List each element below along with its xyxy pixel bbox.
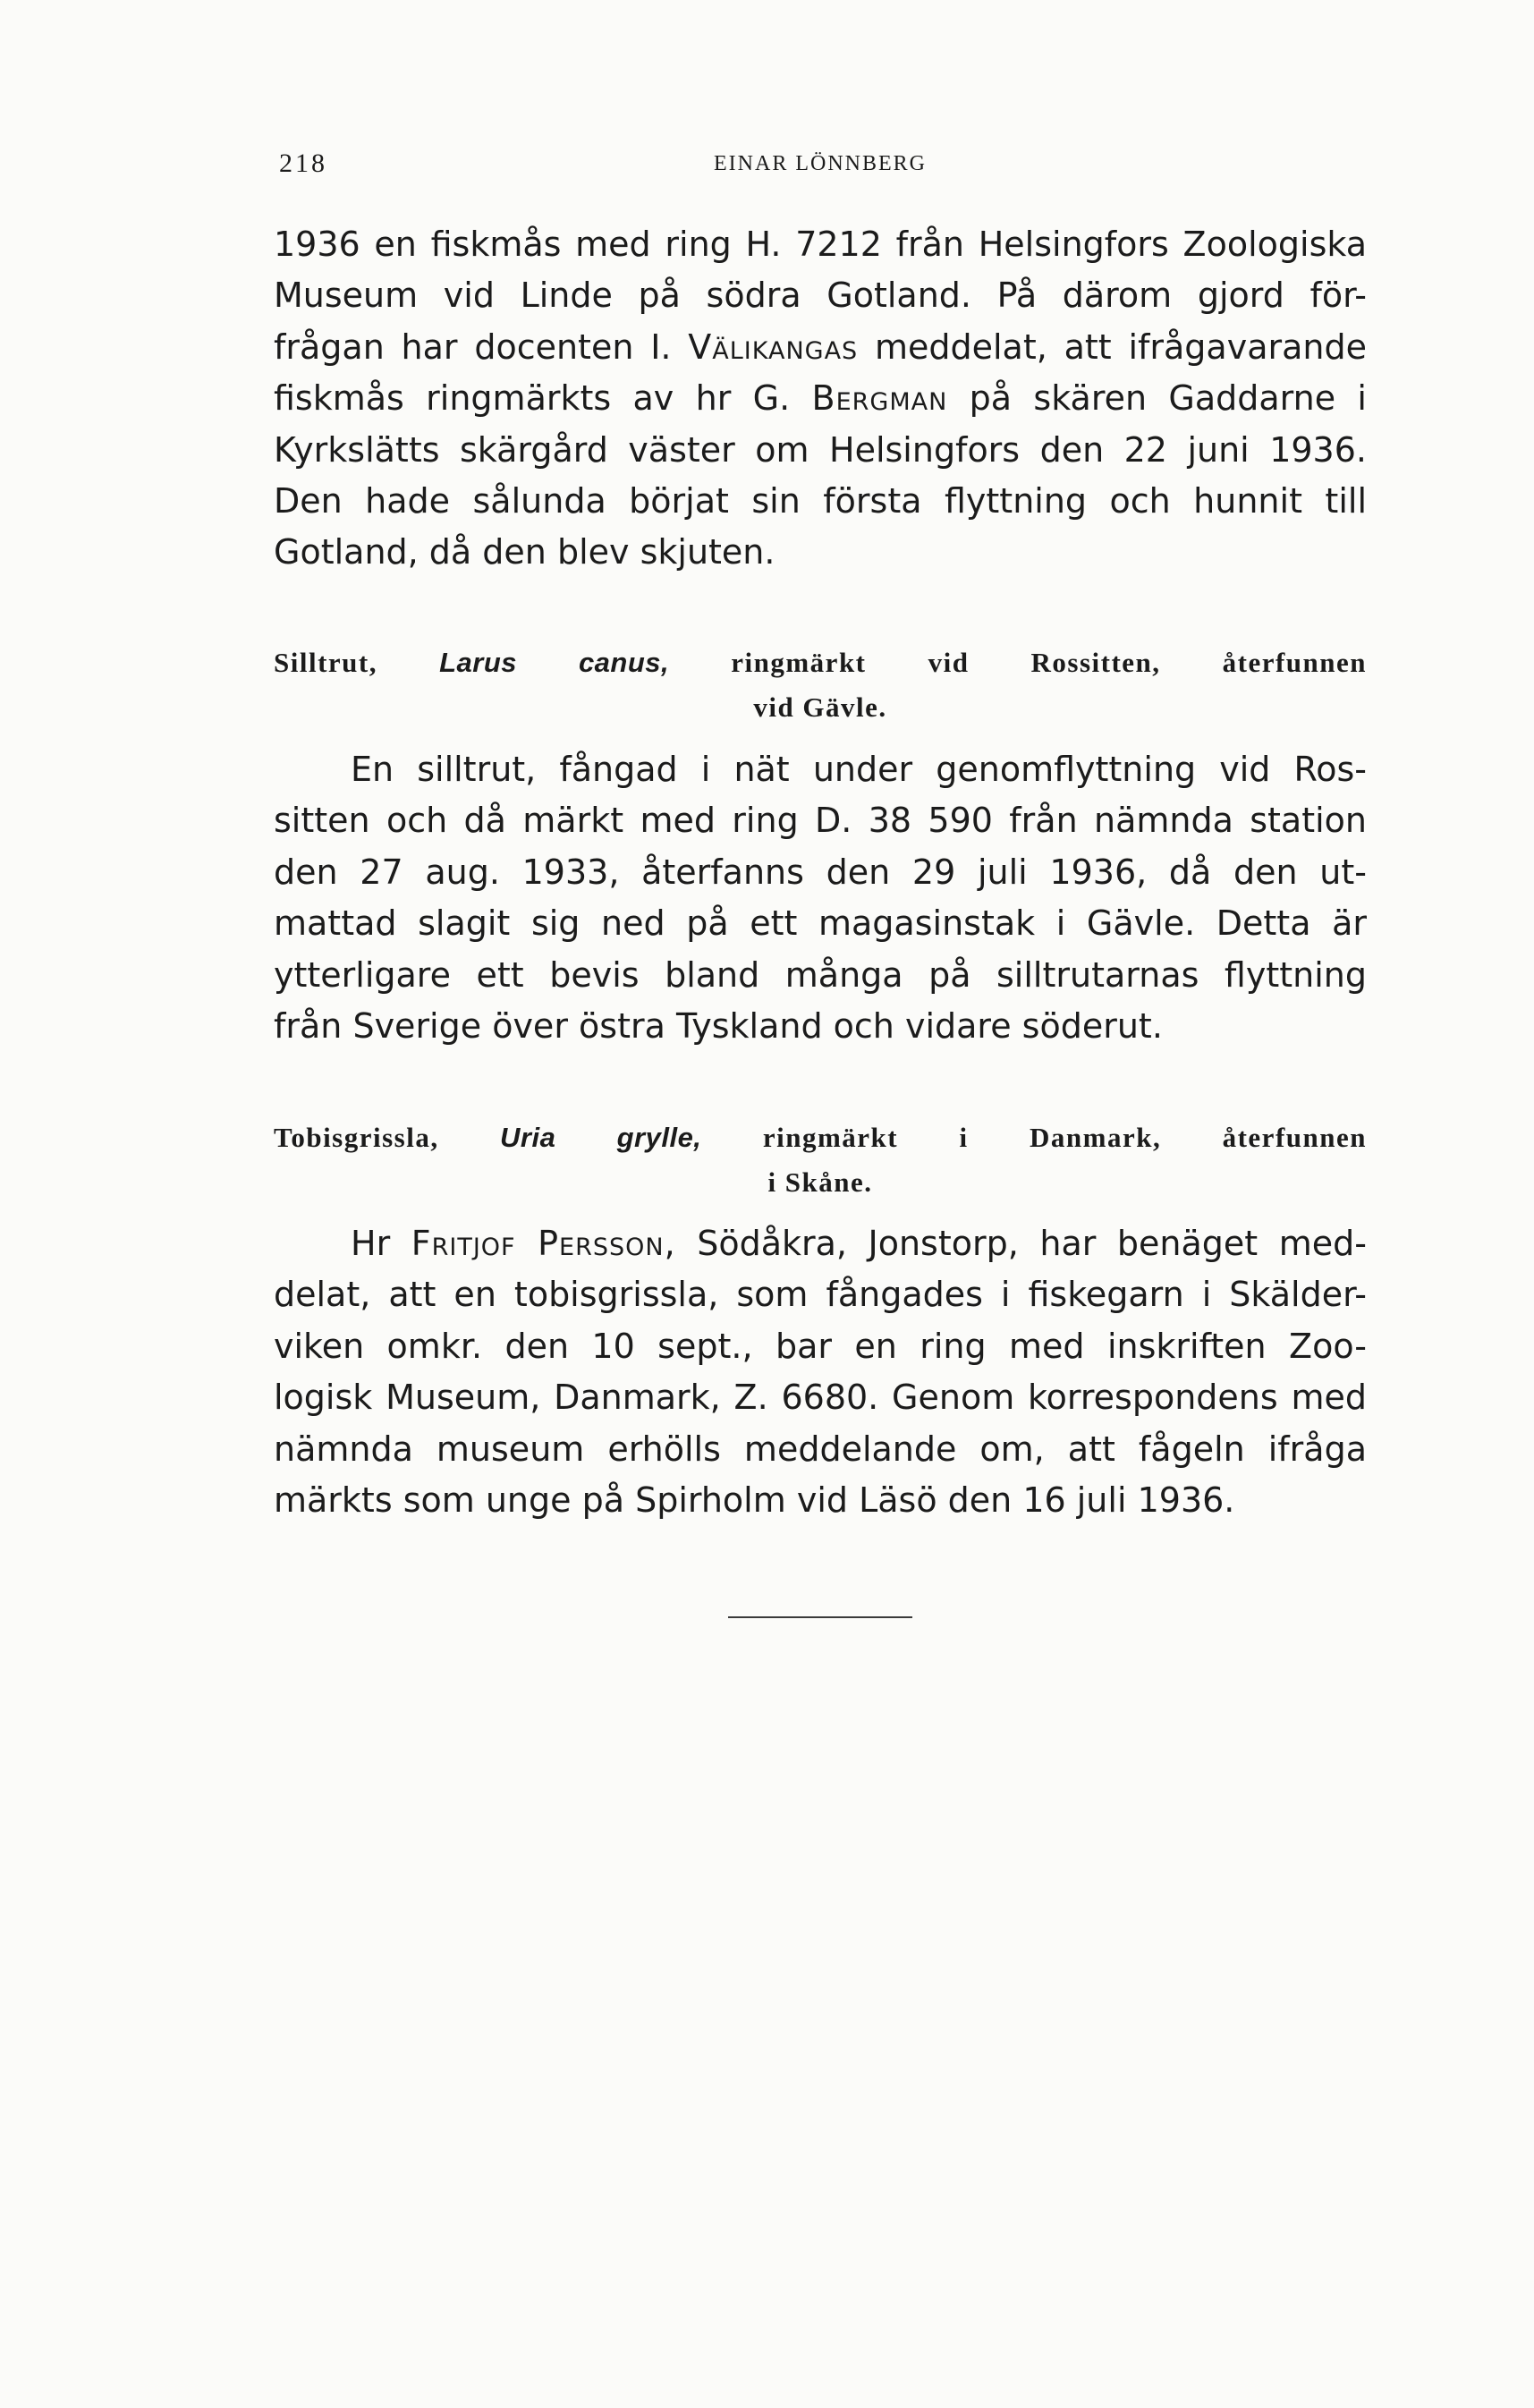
text-line: sitten och då märkt med ring D. 38 590 från nämnda station bbox=[274, 801, 1367, 841]
paragraph-1 bbox=[274, 219, 1367, 579]
text-segment: fiskmås ringmärkts av hr G. bbox=[274, 378, 791, 419]
heading-line: vid Gävle. bbox=[753, 691, 887, 723]
species-name: Silltrut, bbox=[274, 647, 377, 678]
text-line: nämnda museum erhölls meddelande om, att fågeln ifråga bbox=[274, 1429, 1367, 1469]
person-name: Välikangas bbox=[688, 326, 859, 367]
text-segment: frågan har docenten I. bbox=[274, 326, 672, 367]
person-name: Fritjof Persson, bbox=[411, 1224, 676, 1263]
text-line: Den hade sålunda börjat sin första flyttning och hunnit till bbox=[274, 481, 1367, 521]
person-name: Bergman bbox=[811, 378, 948, 419]
page-header bbox=[274, 148, 1367, 184]
running-head: EINAR LÖNNBERG bbox=[714, 152, 927, 175]
section-heading-silltrut bbox=[274, 640, 1367, 730]
heading-line: i Skåne. bbox=[767, 1166, 873, 1198]
text-segment: Hr bbox=[351, 1224, 391, 1263]
text-line bbox=[274, 373, 1367, 424]
species-name: Tobisgrissla, bbox=[274, 1122, 439, 1153]
text-line: logisk Museum, Danmark, Z. 6680. Genom korrespondens med bbox=[274, 1378, 1367, 1418]
page-number: 218 bbox=[279, 148, 327, 178]
text-line: Gotland, då den blev skjuten. bbox=[274, 532, 775, 572]
text-line: märkts som unge på Spirholm vid Läsö den 16 juli 1936. bbox=[274, 1480, 1235, 1521]
text-line: Kyrkslätts skärgård väster om Helsingfors den 22 juni 1936. bbox=[274, 429, 1367, 470]
text-line: ytterligare ett bevis bland många på silltrutarnas flyttning bbox=[274, 954, 1367, 995]
text-line bbox=[274, 322, 1367, 373]
text-line: Museum vid Linde på södra Gotland. På därom gjord för- bbox=[274, 276, 1367, 316]
heading-text: ringmärkt vid Rossitten, återfunnen bbox=[731, 647, 1368, 678]
text-line: delat, att en tobisgrissla, som fångades i fiskegarn i Skälder- bbox=[274, 1275, 1367, 1315]
text-line: från Sverige över östra Tyskland och vidare söderut. bbox=[274, 1006, 1163, 1047]
text-segment: meddelat, att ifrågavarande bbox=[874, 326, 1367, 367]
heading-line bbox=[274, 1115, 1367, 1160]
heading-line bbox=[274, 640, 1367, 685]
latin-name: Larus canus, bbox=[439, 647, 670, 678]
text-segment: på skären Gaddarne i bbox=[969, 378, 1367, 419]
paragraph-2 bbox=[274, 744, 1367, 1052]
text-line: En silltrut, fångad i nät under genomflyttning vid Ros- bbox=[351, 750, 1367, 789]
text-line: 1936 en fiskmås med ring H. 7212 från Helsingfors Zoologiska bbox=[274, 225, 1367, 264]
text-line bbox=[274, 1218, 1367, 1269]
section-heading-tobisgrissla bbox=[274, 1115, 1367, 1205]
heading-text: ringmärkt i Danmark, återfunnen bbox=[762, 1122, 1367, 1153]
text-line: viken omkr. den 10 sept., bar en ring med inskriften Zoo- bbox=[274, 1326, 1367, 1366]
text-line: mattad slagit sig ned på ett magasinstak i Gävle. Detta är bbox=[274, 903, 1367, 944]
section-divider bbox=[728, 1616, 912, 1618]
latin-name: Uria grylle, bbox=[500, 1122, 702, 1153]
text-segment: Södåkra, Jonstorp, har benäget med- bbox=[697, 1224, 1367, 1263]
paragraph-3 bbox=[274, 1218, 1367, 1526]
text-line: den 27 aug. 1933, återfanns den 29 juli 1936, då den ut- bbox=[274, 852, 1367, 892]
